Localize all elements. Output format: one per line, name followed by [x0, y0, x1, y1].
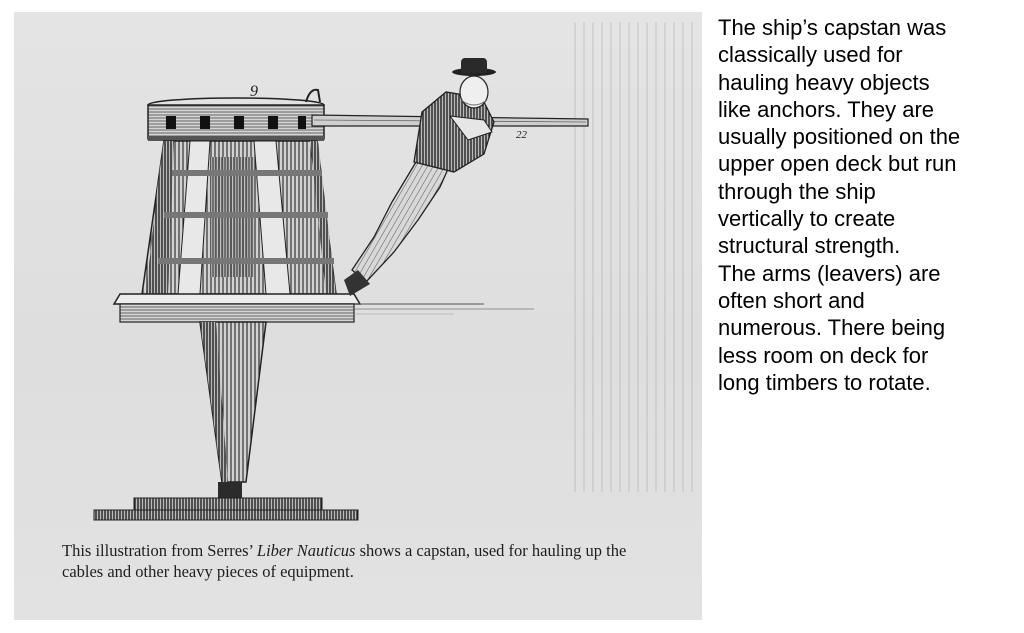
capstan-deck-partner: [114, 294, 534, 322]
figure-label-22: 22: [516, 129, 527, 141]
sailor-figure: [344, 58, 496, 296]
caption-text-start: This illustration from Serres’: [62, 541, 257, 560]
side-paragraph-2: The arms (leavers) are often short and numerous. There being less room on deck for long timbers to rotate.: [718, 260, 946, 395]
capstan-drumhead: [148, 90, 324, 141]
side-paragraph-1: The ship’s capstan was classically used for hauling heavy objects like anchors. They are usually positioned on the upper open deck but run through the ship vertically to create structural strength.: [718, 15, 961, 259]
capstan-spindle: [200, 322, 266, 508]
book-page-photo: [14, 12, 702, 620]
capstan-step: [94, 498, 358, 520]
illustration-caption: [62, 540, 662, 582]
caption-text-end: shows a capstan, used for hauling up the cables and other heavy pieces of equipment.: [62, 541, 627, 581]
side-description: [718, 14, 1018, 396]
capstan-engraving: [14, 12, 702, 532]
figure-label-9: 9: [250, 83, 258, 100]
caption-book-title: Liber Nauticus: [256, 541, 356, 560]
capstan-barrel: [142, 141, 336, 294]
